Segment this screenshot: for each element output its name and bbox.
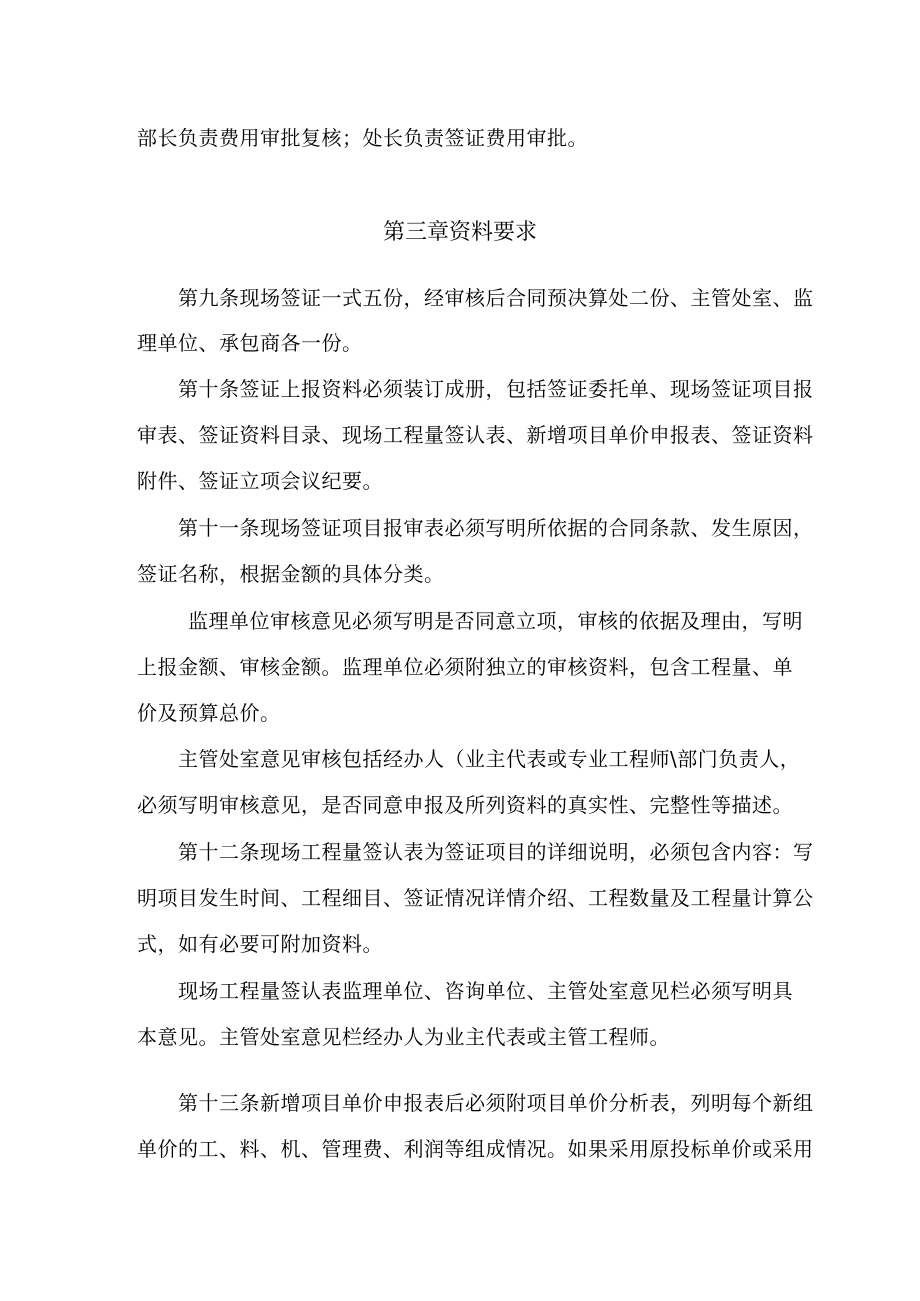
chapter-title: 第三章资料要求 [383, 220, 538, 245]
opening-line: 部长负责费用审批复核；处长负责签证费用审批。 [137, 126, 588, 150]
article-12-line-1: 第十二条现场工程量签认表为签证项目的详细说明，必须包含内容：写 [178, 840, 814, 864]
article-13-line-1: 第十三条新增项目单价申报表后必须附项目单价分析表，列明每个新组 [178, 1091, 814, 1115]
department-opinion-line-2: 必须写明审核意见，是否同意申报及所列资料的真实性、完整性等描述。 [137, 793, 793, 817]
article-9-line-1: 第九条现场签证一式五份，经审核后合同预决算处二份、主管处室、监 [178, 286, 814, 310]
quantity-form-line-1: 现场工程量签认表监理单位、咨询单位、主管处室意见栏必须写明具 [178, 979, 793, 1003]
article-13-line-2: 单价的工、料、机、管理费、利润等组成情况。如果采用原投标单价或采用 [137, 1137, 814, 1161]
department-opinion-line-1: 主管处室意见审核包括经办人（业主代表或专业工程师\部门负责人， [178, 747, 801, 771]
article-10-line-3: 附件、签证立项会议纪要。 [137, 469, 383, 493]
article-10-line-1: 第十条签证上报资料必须装订成册，包括签证委托单、现场签证项目报 [178, 377, 814, 401]
supervision-opinion-line-1: 监理单位审核意见必须写明是否同意立项，审核的依据及理由，写明 [188, 609, 803, 633]
supervision-opinion-line-3: 价及预算总价。 [137, 701, 281, 725]
article-9-line-2: 理单位、承包商各一份。 [137, 331, 363, 355]
article-11-line-2: 签证名称，根据金额的具体分类。 [137, 562, 445, 586]
quantity-form-line-2: 本意见。主管处室意见栏经办人为业主代表或主管工程师。 [137, 1025, 670, 1049]
supervision-opinion-line-2: 上报金额、审核金额。监理单位必须附独立的审核资料，包含工程量、单 [137, 655, 793, 679]
article-11-line-1: 第十一条现场签证项目报审表必须写明所依据的合同条款、发生原因， [178, 516, 814, 540]
article-12-line-3: 式，如有必要可附加资料。 [137, 932, 383, 956]
article-12-line-2: 明项目发生时间、工程细目、签证情况详情介绍、工程数量及工程量计算公 [137, 886, 814, 910]
article-10-line-2: 审表、签证资料目录、现场工程量签认表、新增项目单价申报表、签证资料 [137, 423, 814, 447]
